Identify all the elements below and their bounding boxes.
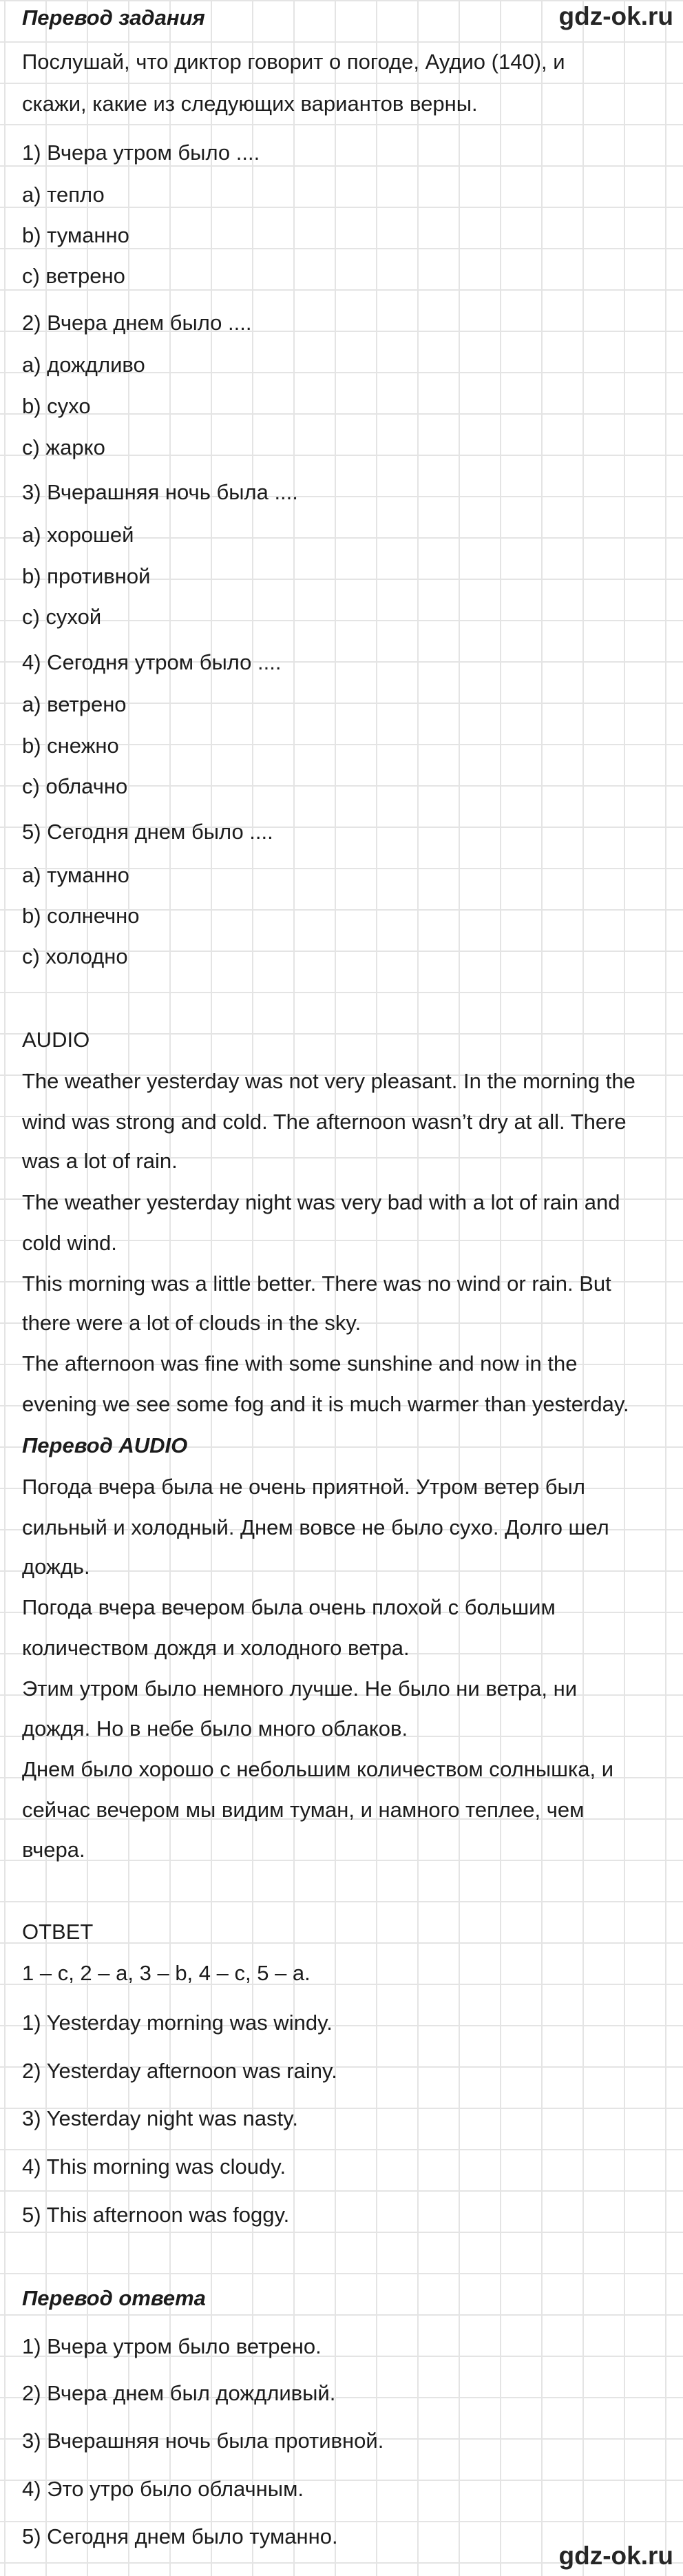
- question-4-option-b: b) снежно: [22, 734, 119, 758]
- question-1-option-c: c) ветрено: [22, 264, 125, 288]
- answer-translation-line: 3) Вчерашняя ночь была противной.: [22, 2429, 384, 2453]
- answer-line: 1) Yesterday morning was windy.: [22, 2011, 333, 2035]
- audio-translation-line: вчера.: [22, 1838, 85, 1862]
- question-3: 3) Вчерашняя ночь была ....: [22, 480, 298, 504]
- question-4-option-c: c) облачно: [22, 774, 128, 798]
- audio-translation-line: дождь.: [22, 1555, 90, 1579]
- audio-line: This morning was a little better. There was no wind or rain. But: [22, 1271, 611, 1296]
- question-1-option-a: a) тепло: [22, 183, 105, 207]
- answer-translation-line: 1) Вчера утром было ветрено.: [22, 2334, 322, 2358]
- audio-translation-line: Погода вчера была не очень приятной. Утром ветер был: [22, 1475, 585, 1499]
- answer-translation-heading: Перевод ответа: [22, 2286, 206, 2310]
- audio-line: The weather yesterday night was very bad with a lot of rain and: [22, 1190, 620, 1214]
- audio-translation-heading: Перевод AUDIO: [22, 1433, 188, 1457]
- answer-line: 3) Yesterday night was nasty.: [22, 2106, 298, 2130]
- question-5: 5) Сегодня днем было ....: [22, 820, 273, 844]
- answer-translation-line: 2) Вчера днем был дождливый.: [22, 2381, 336, 2405]
- audio-line: there were a lot of clouds in the sky.: [22, 1311, 361, 1335]
- audio-translation-line: Этим утром было немного лучше. Не было ни ветра, ни: [22, 1676, 578, 1701]
- question-5-option-c: c) холодно: [22, 944, 128, 968]
- question-2-option-b: b) сухо: [22, 394, 91, 418]
- audio-line: The weather yesterday was not very pleasant. In the morning the: [22, 1069, 635, 1093]
- audio-translation-line: Погода вчера вечером была очень плохой с большим: [22, 1595, 556, 1619]
- audio-translation-line: Днем было хорошо с небольшим количеством солнышка, и: [22, 1757, 614, 1781]
- audio-translation-line: дождя. Но в небе было много облаков.: [22, 1716, 408, 1741]
- audio-line: The afternoon was fine with some sunshine and now in the: [22, 1351, 578, 1375]
- question-1-option-b: b) туманно: [22, 223, 129, 247]
- audio-line: cold wind.: [22, 1231, 117, 1255]
- audio-line: wind was strong and cold. The afternoon wasn’t dry at all. There: [22, 1110, 627, 1134]
- question-3-option-b: b) противной: [22, 564, 151, 588]
- watermark-top: gdz-ok.ru: [558, 2, 673, 30]
- audio-heading: AUDIO: [22, 1028, 90, 1052]
- question-4: 4) Сегодня утром было ....: [22, 650, 282, 674]
- audio-line: was a lot of rain.: [22, 1149, 178, 1173]
- audio-line: evening we see some fog and it is much warmer than yesterday.: [22, 1392, 629, 1416]
- watermark-bottom: gdz-ok.ru: [558, 2542, 673, 2570]
- answer-translation-line: 5) Сегодня днем было туманно.: [22, 2524, 338, 2548]
- question-3-option-c: c) сухой: [22, 605, 102, 629]
- question-5-option-b: b) солнечно: [22, 904, 140, 928]
- task-translation-heading: Перевод задания: [22, 6, 205, 30]
- question-5-option-a: a) туманно: [22, 863, 129, 887]
- answer-line: 5) This afternoon was foggy.: [22, 2203, 290, 2227]
- question-4-option-a: a) ветрено: [22, 692, 127, 716]
- question-1: 1) Вчера утром было ....: [22, 141, 260, 165]
- audio-translation-line: количеством дождя и холодного ветра.: [22, 1636, 410, 1660]
- task-intro-line: Послушай, что диктор говорит о погоде, Аудио (140), и: [22, 50, 565, 74]
- audio-translation-line: сейчас вечером мы видим туман, и намного теплее, чем: [22, 1798, 585, 1822]
- answer-translation-line: 4) Это утро было облачным.: [22, 2477, 304, 2501]
- question-2-option-a: a) дождливо: [22, 353, 145, 377]
- answer-key: 1 – c, 2 – a, 3 – b, 4 – c, 5 – a.: [22, 1961, 311, 1985]
- task-intro-line: скажи, какие из следующих вариантов верны.: [22, 92, 478, 116]
- question-2: 2) Вчера днем было ....: [22, 311, 252, 335]
- question-2-option-c: c) жарко: [22, 435, 105, 459]
- answer-heading: ОТВЕТ: [22, 1920, 94, 1944]
- audio-translation-line: сильный и холодный. Днем вовсе не было сухо. Долго шел: [22, 1515, 609, 1539]
- answer-line: 4) This morning was cloudy.: [22, 2154, 286, 2179]
- answer-line: 2) Yesterday afternoon was rainy.: [22, 2059, 337, 2083]
- question-3-option-a: a) хорошей: [22, 523, 134, 547]
